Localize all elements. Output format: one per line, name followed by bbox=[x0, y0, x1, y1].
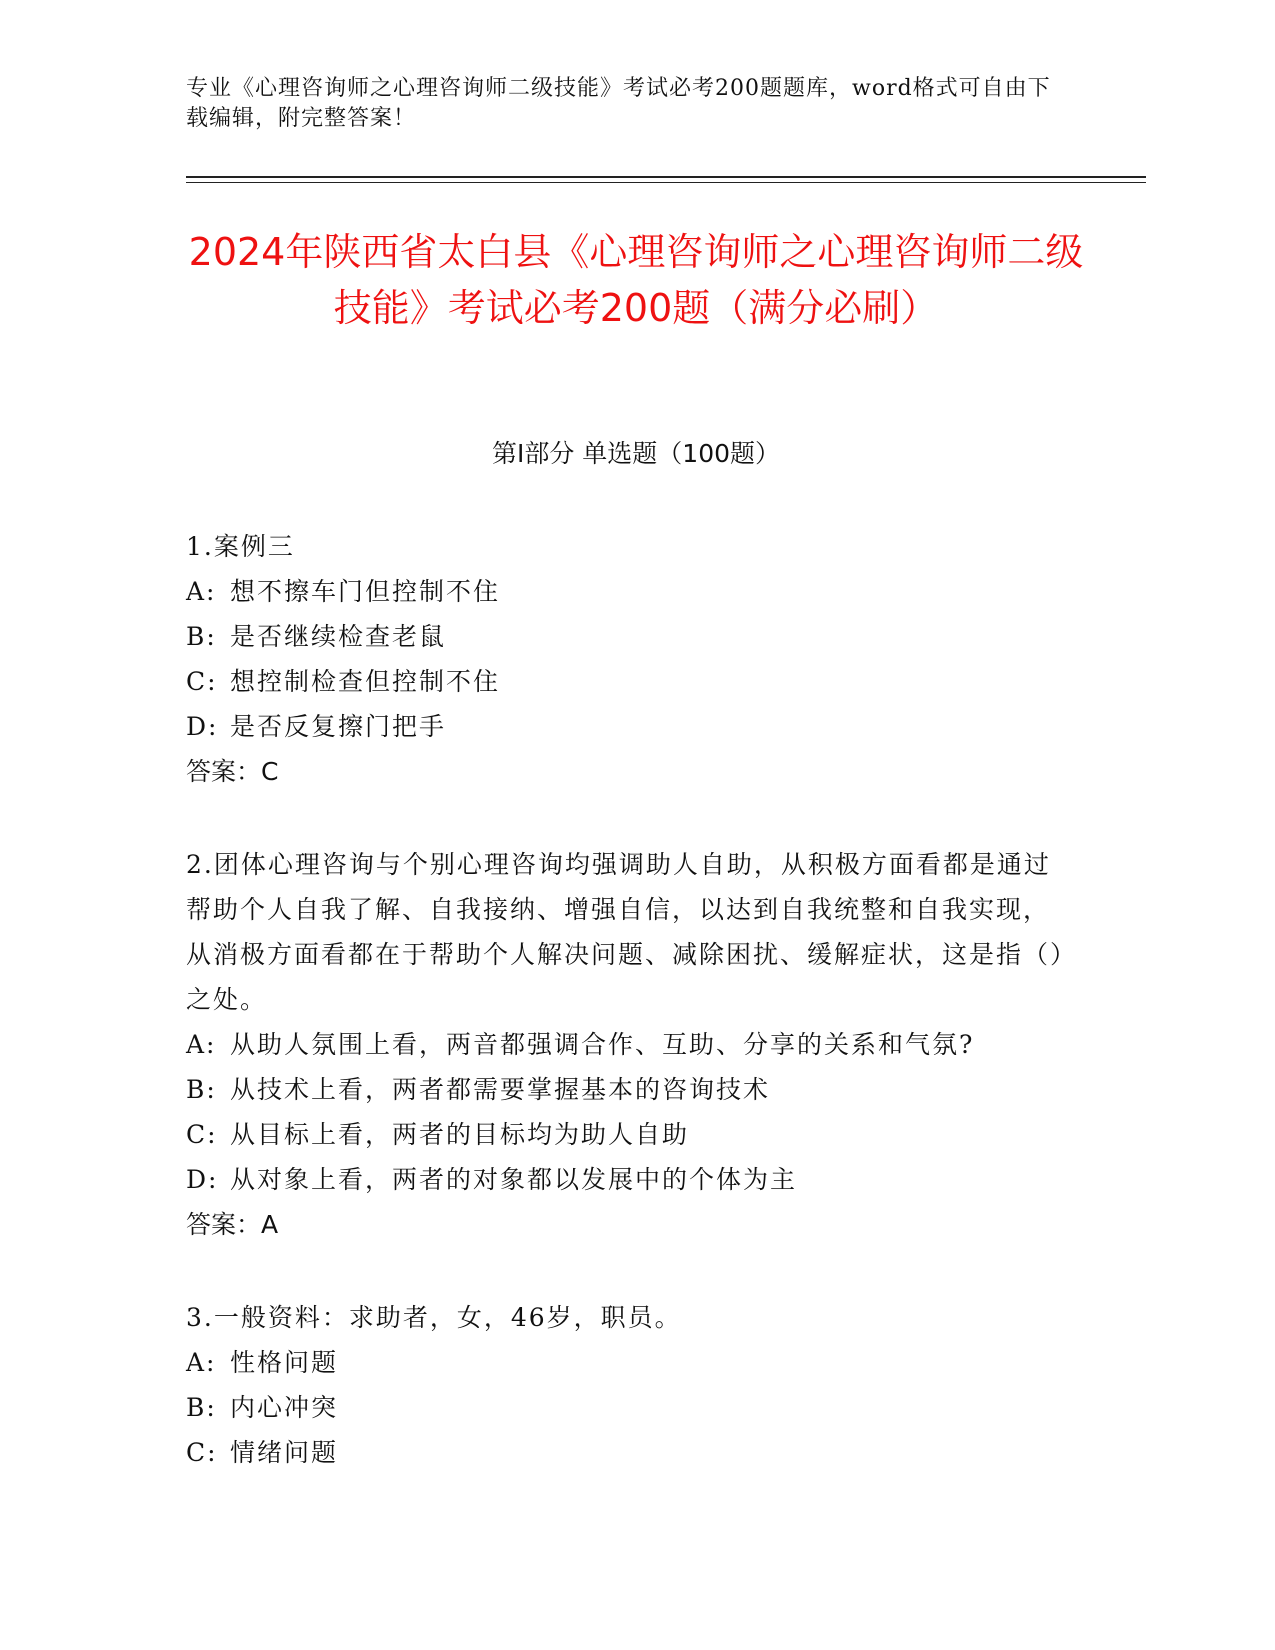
option-letter: B: bbox=[186, 622, 217, 651]
option-text: 是否反复擦门把手 bbox=[230, 712, 447, 741]
document-title: 2024年陕西省太白县《心理咨询师之心理咨询师二级技能》考试必考200题（满分必刷） bbox=[188, 230, 1084, 330]
option-text: 从对象上看，两者的对象都以发展中的个体为主 bbox=[230, 1165, 798, 1194]
option-letter: D: bbox=[186, 712, 219, 741]
header-note: 专业《心理咨询师之心理咨询师二级技能》考试必考200题题库，word格式可自由下载编辑，附完整答案！ bbox=[186, 76, 1051, 131]
option-d bbox=[186, 1157, 1066, 1202]
option-text: 想控制检查但控制不住 bbox=[230, 667, 501, 696]
option-letter: C: bbox=[186, 667, 218, 696]
option-b bbox=[186, 1067, 1066, 1112]
option-a bbox=[186, 1022, 1066, 1067]
question-stem: 3.一般资料：求助者，女，46岁，职员。 bbox=[186, 1303, 682, 1332]
question-stem: 2.团体心理咨询与个别心理咨询均强调助人自助，从积极方面看都是通过帮助个人自我了解、自我接纳、增强自信，以达到自我统整和自我实现，从消极方面看都在于帮助个人解决问题、减除困扰、缓解症状，这是指（）之处。 bbox=[186, 850, 1065, 1014]
option-letter: C: bbox=[186, 1438, 218, 1467]
option-text: 是否继续检查老鼠 bbox=[230, 622, 447, 651]
option-letter: B: bbox=[186, 1075, 217, 1104]
answer: 答案：A bbox=[186, 1210, 279, 1239]
option-letter: A: bbox=[186, 1030, 217, 1059]
question-1 bbox=[186, 524, 1066, 794]
option-a bbox=[186, 569, 1066, 614]
option-text: 从目标上看，两者的目标均为助人自助 bbox=[230, 1120, 690, 1149]
option-c bbox=[186, 659, 1066, 704]
option-text: 内心冲突 bbox=[230, 1393, 339, 1422]
question-list bbox=[186, 524, 1066, 1523]
option-b bbox=[186, 1385, 1066, 1430]
option-text: 从技术上看，两者都需要掌握基本的咨询技术 bbox=[230, 1075, 771, 1104]
option-letter: C: bbox=[186, 1120, 218, 1149]
question-2 bbox=[186, 842, 1066, 1247]
option-b bbox=[186, 614, 1066, 659]
question-3 bbox=[186, 1295, 1066, 1475]
option-letter: D: bbox=[186, 1165, 219, 1194]
option-c bbox=[186, 1112, 1066, 1157]
option-a bbox=[186, 1340, 1066, 1385]
question-stem: 1.案例三 bbox=[186, 532, 295, 561]
option-text: 性格问题 bbox=[230, 1348, 339, 1377]
option-letter: B: bbox=[186, 1393, 217, 1422]
option-text: 从助人氛围上看，两音都强调合作、互助、分享的关系和气氛? bbox=[230, 1030, 975, 1059]
option-letter: A: bbox=[186, 1348, 217, 1377]
option-text: 情绪问题 bbox=[230, 1438, 339, 1467]
option-c bbox=[186, 1430, 1066, 1475]
answer: 答案：C bbox=[186, 757, 279, 786]
option-d bbox=[186, 704, 1066, 749]
option-text: 想不擦车门但控制不住 bbox=[230, 577, 501, 606]
header-divider-thick bbox=[186, 176, 1146, 178]
option-letter: A: bbox=[186, 577, 217, 606]
section-title: 第Ⅰ部分 单选题（100题） bbox=[491, 439, 781, 468]
header-divider-thin bbox=[186, 182, 1146, 183]
